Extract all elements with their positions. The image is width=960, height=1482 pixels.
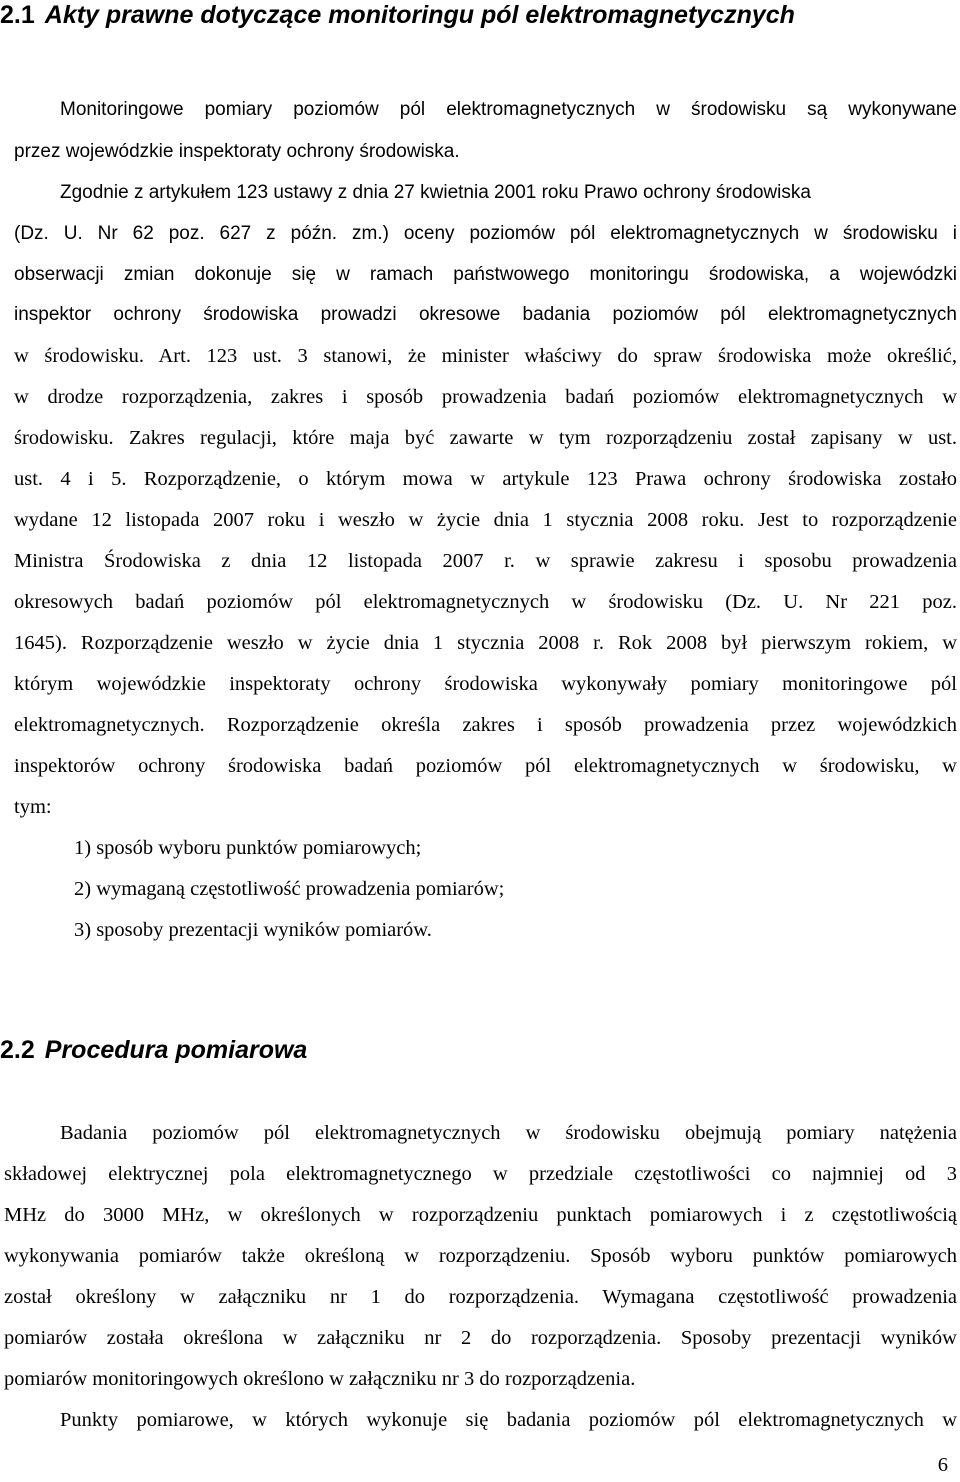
paragraph-line: Punkty pomiarowe, w których wykonuje się badania poziomów pól elektromagnetycznych w [60,1409,957,1431]
paragraph-line: w środowisku. Art. 123 ust. 3 stanowi, że minister właściwy do spraw środowiska może określić, [14,345,957,367]
paragraph-line: obserwacji zmian dokonuje się w ramach państwowego monitoringu środowiska, a wojewódzki [14,264,957,285]
section-number: 2.2 [0,1036,35,1064]
section-title: Procedura pomiarowa [44,1036,308,1064]
paragraph-line: Monitoringowe pomiary poziomów pól elektromagnetycznych w środowisku są wykonywane [60,99,957,120]
paragraph-line: został określony w załączniku nr 1 do rozporządzenia. Wymagana częstotliwość prowadzenia [4,1286,957,1308]
paragraph-line: inspektor ochrony środowiska prowadzi okresowe badania poziomów pól elektromagnetycznych [14,304,957,325]
section-number: 2.1 [0,1,35,29]
paragraph-line: pomiarów została określona w załączniku nr 2 do rozporządzenia. Sposoby prezentacji wyników [4,1327,957,1349]
paragraph-line: ust. 4 i 5. Rozporządzenie, o którym mowa w artykule 123 Prawa ochrony środowiska zostało [14,468,957,490]
paragraph-line: którym wojewódzkie inspektoraty ochrony środowiska wykonywały pomiary monitoringowe pól [14,673,957,695]
paragraph-line: (Dz. U. Nr 62 poz. 627 z późn. zm.) oceny poziomów pól elektromagnetycznych w środowisku i [14,223,957,244]
paragraph-line: wykonywania pomiarów także określoną w rozporządzeniu. Sposób wyboru punktów pomiarowych [4,1245,957,1267]
paragraph-line: wydane 12 listopada 2007 roku i weszło w życie dnia 1 stycznia 2008 roku. Jest to rozporządzenie [14,509,957,531]
paragraph-line: tym: [14,796,52,818]
list-item: 2) wymaganą częstotliwość prowadzenia pomiarów; [74,878,505,900]
paragraph-line: okresowych badań poziomów pól elektromagnetycznych w środowisku (Dz. U. Nr 221 poz. [14,591,957,613]
section-heading-2-2 [0,1035,307,1065]
section-title: Akty prawne dotyczące monitoringu pól elektromagnetycznych [44,1,795,29]
section-heading-2-1 [0,0,795,30]
paragraph-line: elektromagnetycznych. Rozporządzenie określa zakres i sposób prowadzenia przez wojewódzkich [14,714,957,736]
paragraph-line: pomiarów monitoringowych określono w załączniku nr 3 do rozporządzenia. [4,1368,636,1390]
paragraph-line: w drodze rozporządzenia, zakres i sposób prowadzenia badań poziomów elektromagnetycznych w [14,386,957,408]
paragraph-line: przez wojewódzkie inspektoraty ochrony środowiska. [14,141,460,162]
paragraph-line: Zgodnie z artykułem 123 ustawy z dnia 27 kwietnia 2001 roku Prawo ochrony środowiska [60,182,811,203]
paragraph-line: Ministra Środowiska z dnia 12 listopada 2007 r. w sprawie zakresu i sposobu prowadzenia [14,550,957,572]
list-item: 3) sposoby prezentacji wyników pomiarów. [74,919,432,941]
paragraph-line: środowisku. Zakres regulacji, które maja być zawarte w tym rozporządzeniu został zapisany w ust. [14,427,957,449]
paragraph-line: składowej elektrycznej pola elektromagnetycznego w przedziale częstotliwości co najmniej od 3 [4,1163,957,1185]
page-number: 6 [937,1454,948,1476]
paragraph-line: MHz do 3000 MHz, w określonych w rozporządzeniu punktach pomiarowych i z częstotliwością [4,1204,957,1226]
paragraph-line: Badania poziomów pól elektromagnetycznych w środowisku obejmują pomiary natężenia [60,1122,957,1144]
list-item: 1) sposób wyboru punktów pomiarowych; [74,837,422,859]
paragraph-line: inspektorów ochrony środowiska badań poziomów pól elektromagnetycznych w środowisku, w [14,755,957,777]
paragraph-line: 1645). Rozporządzenie weszło w życie dnia 1 stycznia 2008 r. Rok 2008 był pierwszym rokiem, w [14,632,957,654]
